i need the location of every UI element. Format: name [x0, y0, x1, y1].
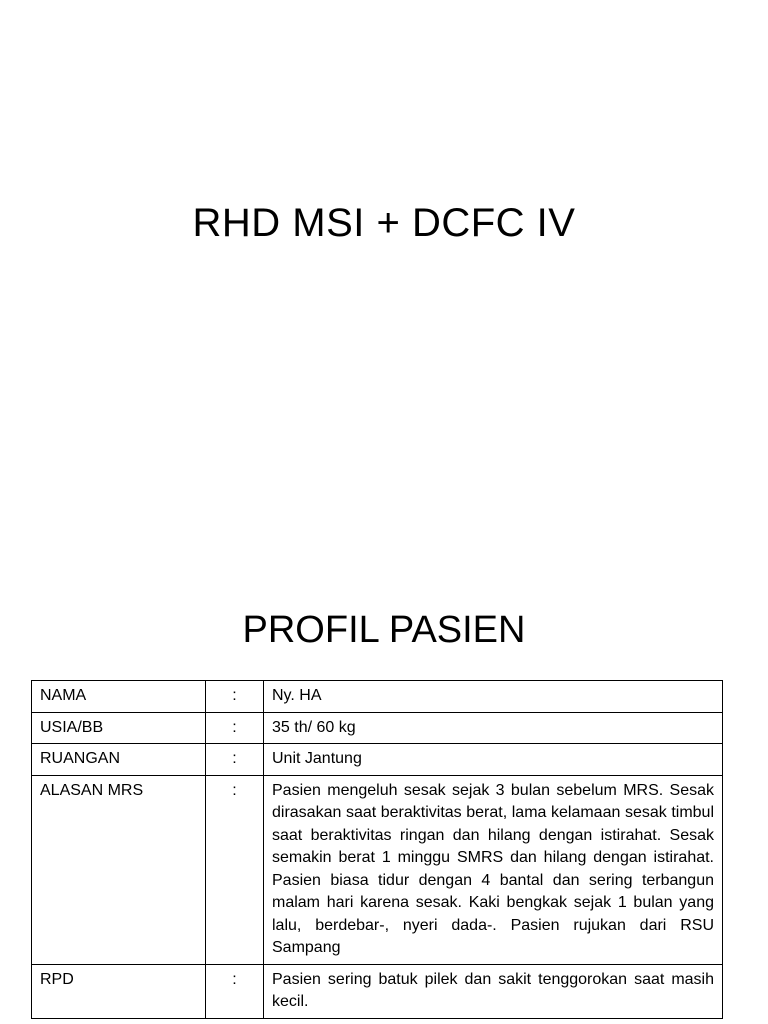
row-separator: :	[206, 712, 264, 744]
table-row-rpd	[32, 964, 723, 1018]
row-label: RUANGAN	[32, 744, 206, 776]
row-value: Unit Jantung	[264, 744, 723, 776]
row-label: ALASAN MRS	[32, 775, 206, 964]
row-separator: :	[206, 681, 264, 713]
table-row-ruangan	[32, 744, 723, 776]
patient-profile-slide	[0, 576, 768, 1024]
row-separator: :	[206, 964, 264, 1018]
table-row-nama	[32, 681, 723, 713]
profile-heading: PROFIL PASIEN	[242, 609, 526, 651]
table-row-usia-bb	[32, 712, 723, 744]
patient-profile-table	[31, 680, 723, 1019]
row-label: RPD	[32, 964, 206, 1018]
slide-title: RHD MSI + DCFC IV	[192, 201, 576, 245]
row-value: Pasien mengeluh sesak sejak 3 bulan sebelum MRS. Sesak dirasakan saat beraktivitas berat, lama kelamaan sesak timbul saat beraktivitas ringan dan hilang dengan istirahat. Sesak semakin berat 1 minggu SMRS dan hilang dengan istirahat. Pasien biasa tidur dengan 4 bantal dan sering terbangun malam hari karena sesak. Kaki bengkak sejak 1 bulan yang lalu, berdebar-, nyeri dada-. Pasien rujukan dari RSU Sampang	[264, 775, 723, 964]
row-label: USIA/BB	[32, 712, 206, 744]
row-value: Ny. HA	[264, 681, 723, 713]
row-value: 35 th/ 60 kg	[264, 712, 723, 744]
row-separator: :	[206, 775, 264, 964]
table-row-alasan-mrs	[32, 775, 723, 964]
row-label: NAMA	[32, 681, 206, 713]
row-value: Pasien sering batuk pilek dan sakit tenggorokan saat masih kecil.	[264, 964, 723, 1018]
row-separator: :	[206, 744, 264, 776]
